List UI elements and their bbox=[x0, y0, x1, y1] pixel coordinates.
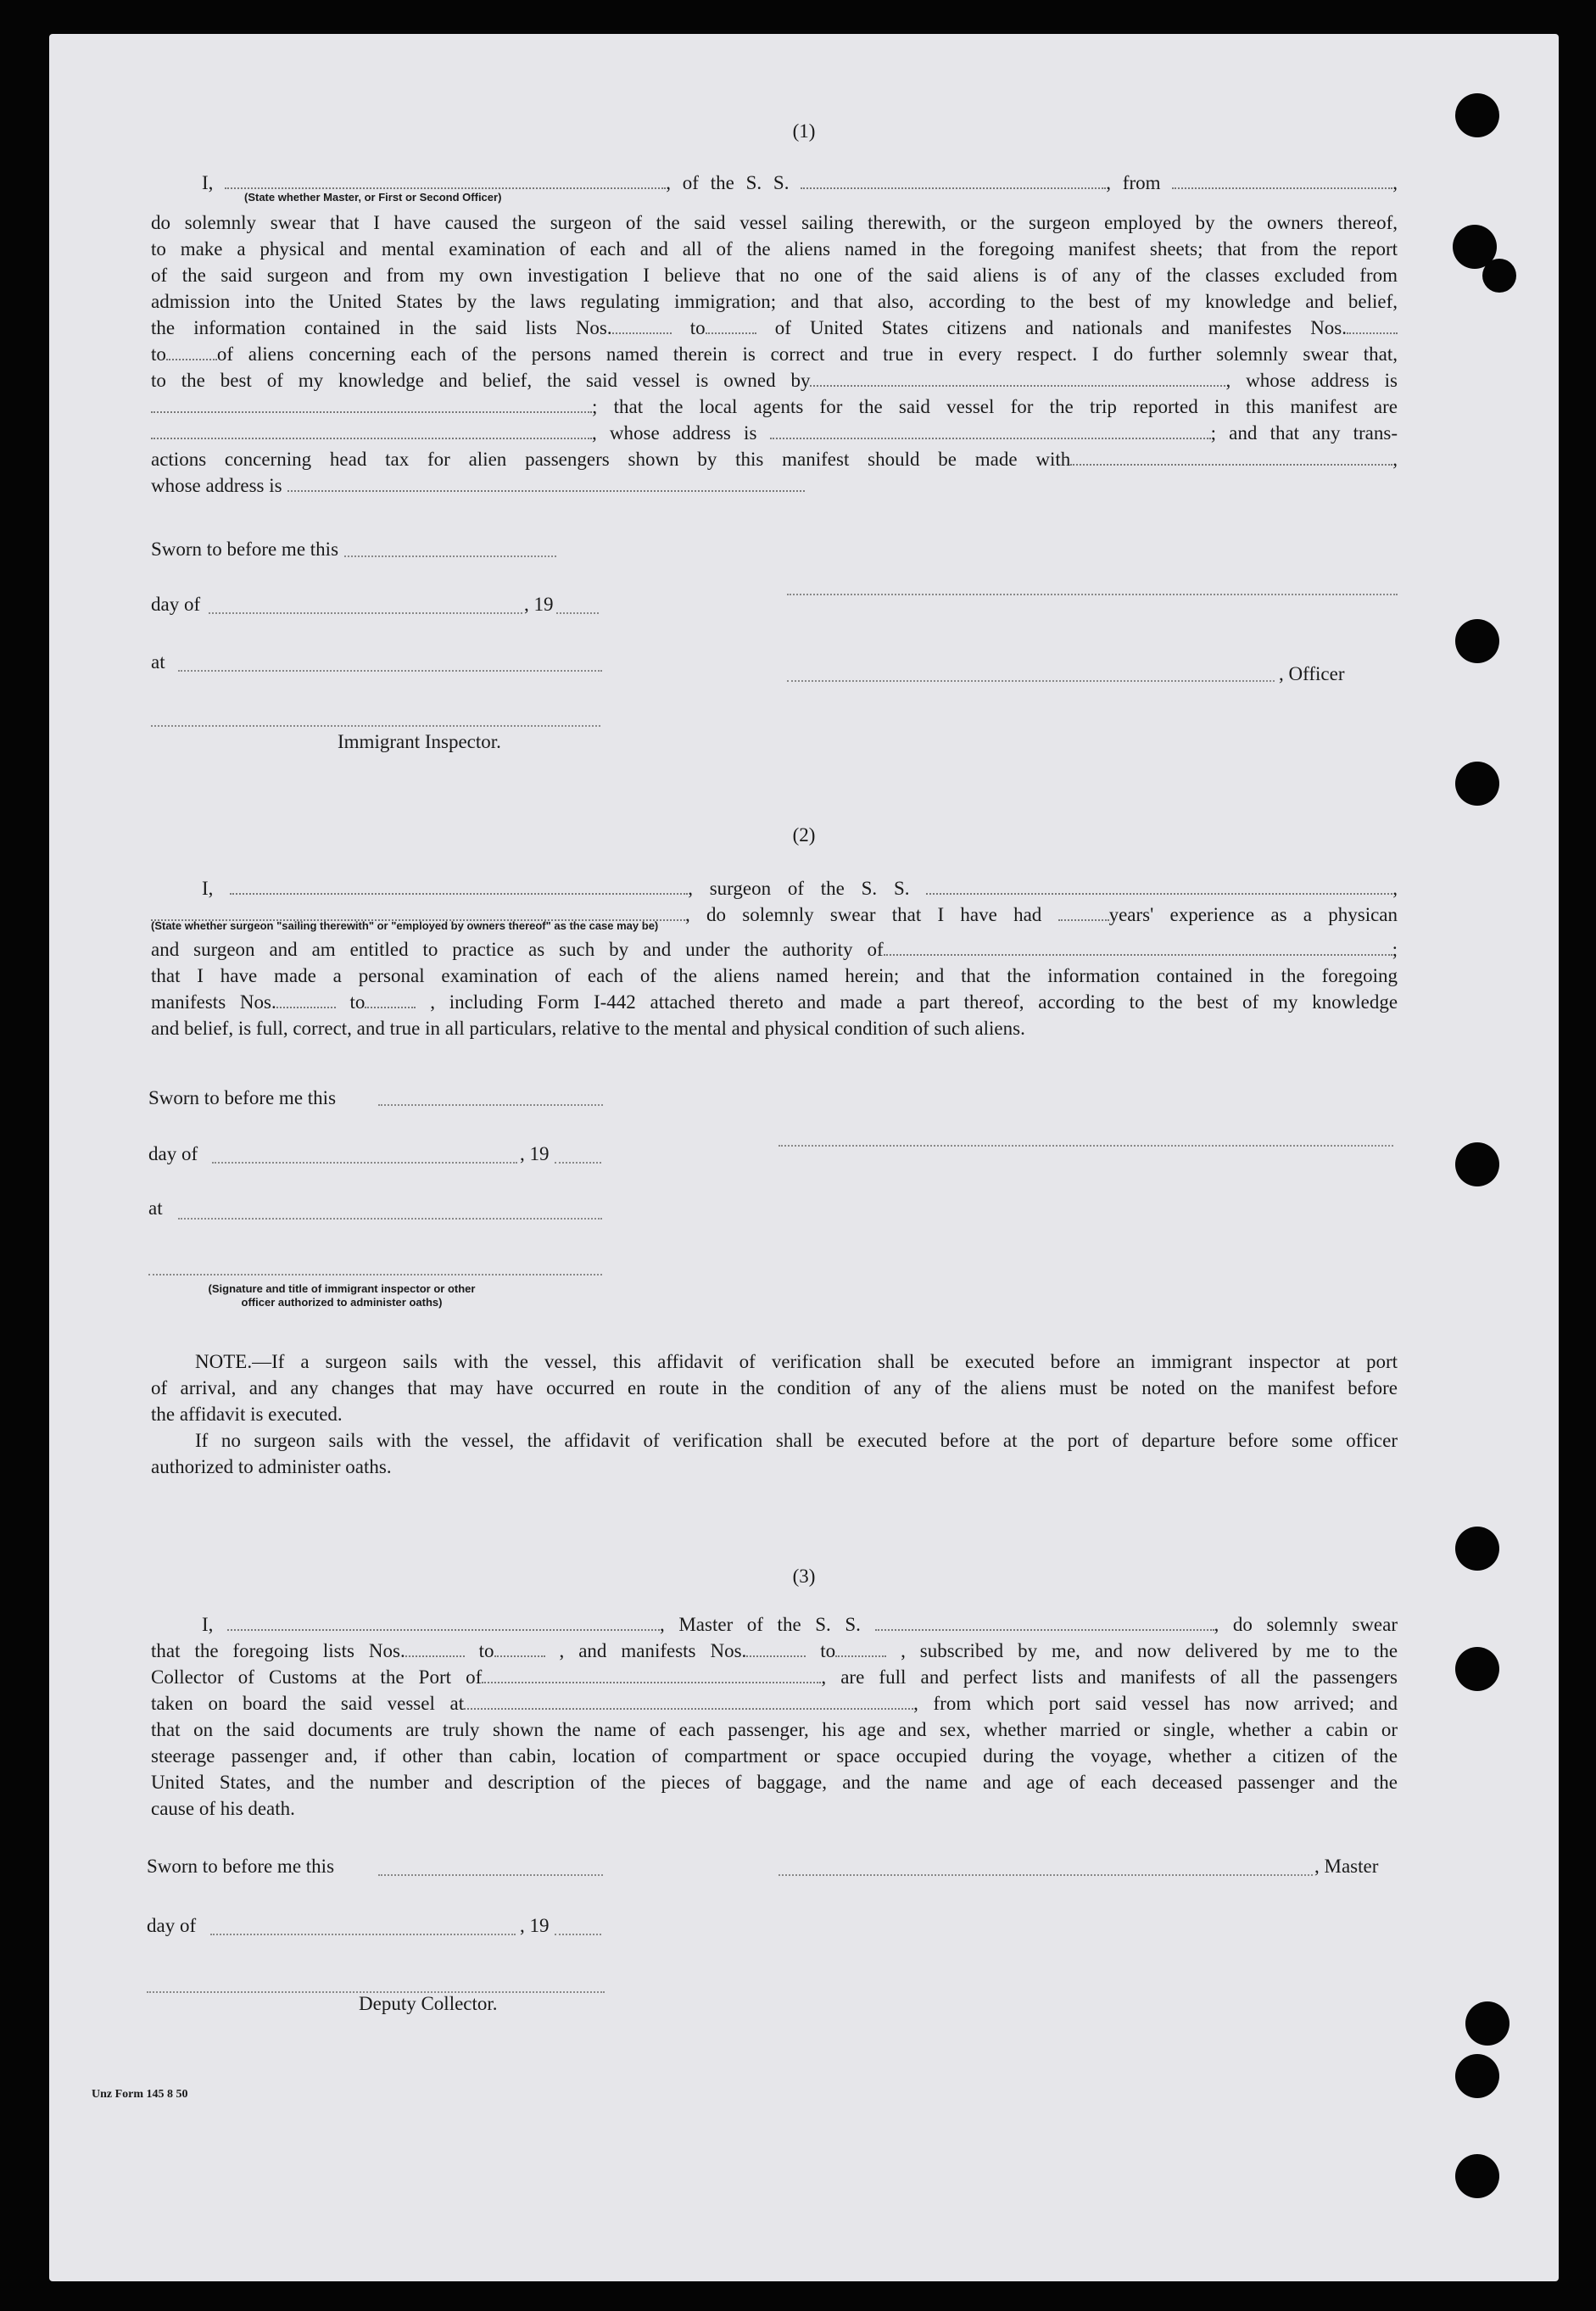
section-3-text bbox=[151, 1611, 1398, 1822]
form-line: and belief, is full, correct, and true in all particulars, relative to the mental and physical condition of such aliens. bbox=[151, 1018, 1025, 1039]
punch-hole bbox=[1455, 1527, 1499, 1571]
section-number: (2) bbox=[792, 824, 816, 846]
punch-hole bbox=[1455, 1142, 1499, 1186]
signature-line bbox=[556, 612, 599, 614]
year-label: , 19 bbox=[520, 1915, 550, 1936]
form-line: United States, and the number and description of the pieces of baggage, and the name and age of each deceased passenger and the bbox=[151, 1772, 1398, 1793]
collector-label: Deputy Collector. bbox=[359, 1993, 498, 2014]
day-of-label: day of bbox=[148, 1143, 198, 1164]
section-1-text bbox=[151, 170, 1398, 499]
form-line: actions concerning head tax for alien passengers shown by this manifest should be made with , bbox=[151, 449, 1398, 470]
punch-hole bbox=[1455, 619, 1499, 663]
inspector-label: Immigrant Inspector. bbox=[338, 731, 501, 752]
form-line: admission into the United States by the laws regulating immigration; and that also, according to the best of my knowledge and belief, bbox=[151, 291, 1398, 312]
form-line: of the said surgeon and from my own investigation I believe that no one of the said aliens is of any of the classes excluded from bbox=[151, 265, 1398, 286]
signature-line bbox=[787, 680, 1275, 682]
signature-line bbox=[378, 1874, 603, 1876]
form-line: the information contained in the said lists Nos. to of United States citizens and nationals and manifestes Nos. bbox=[151, 315, 1398, 341]
form-line: I, , of the S. S. , from , bbox=[202, 172, 1398, 193]
form-line: , do solemnly swear that I have had years' experience as a physican bbox=[151, 902, 1398, 928]
form-line: taken on board the said vessel at , from which port said vessel has now arrived; and bbox=[151, 1693, 1398, 1714]
form-line: I, , Master of the S. S. , do solemnly swear bbox=[202, 1614, 1398, 1635]
signature-line bbox=[778, 1874, 1313, 1876]
form-line: and surgeon and am entitled to practice as such by and under the authority of ; bbox=[151, 939, 1398, 960]
signature-caption: (Signature and title of immigrant inspector or other officer authorized to administer oaths) bbox=[208, 1282, 476, 1309]
caption: (State whether surgeon "sailing therewith" or "employed by owners thereof" as the case may be) bbox=[151, 919, 659, 932]
punch-hole bbox=[1455, 2054, 1499, 2098]
sworn-label: Sworn to before me this bbox=[151, 539, 339, 560]
section-number: (1) bbox=[792, 120, 816, 142]
signature-line bbox=[778, 1145, 1393, 1147]
punch-hole bbox=[1482, 259, 1516, 293]
signature-line bbox=[378, 1104, 603, 1106]
signature-line bbox=[787, 594, 1398, 595]
form-line: I, , surgeon of the S. S. , bbox=[202, 878, 1398, 899]
form-line: manifests Nos. to , including Form I-442 attached thereto and made a part thereof, according to the best of my knowledge bbox=[151, 991, 1398, 1013]
signature-line bbox=[555, 1162, 601, 1164]
form-line: that I have made a personal examination of each of the aliens named herein; and that the information contained in the foregoing bbox=[151, 965, 1398, 986]
sworn-label: Sworn to before me this bbox=[147, 1856, 335, 1877]
form-page bbox=[49, 34, 1559, 2281]
note-line: If no surgeon sails with the vessel, the affidavit of verification shall be executed before at the port of departure before some officer bbox=[195, 1430, 1398, 1451]
day-of-label: day of bbox=[151, 594, 201, 615]
signature-line bbox=[178, 670, 602, 672]
note-text bbox=[151, 1348, 1398, 1480]
signature-line bbox=[209, 612, 522, 614]
signature-line bbox=[555, 1934, 601, 1935]
at-label: at bbox=[151, 651, 165, 673]
form-line: cause of his death. bbox=[151, 1798, 295, 1819]
note-line: the affidavit is executed. bbox=[151, 1404, 343, 1425]
note-line: of arrival, and any changes that may have occurred en route in the condition of any of the aliens must be noted on the manifest before bbox=[151, 1377, 1398, 1398]
sworn-label: Sworn to before me this bbox=[148, 1087, 337, 1108]
section-2-text bbox=[151, 875, 1398, 1041]
day-of-label: day of bbox=[147, 1915, 197, 1936]
form-line: Collector of Customs at the Port of , are full and perfect lists and manifests of all the passengers bbox=[151, 1666, 1398, 1688]
note-line: authorized to administer oaths. bbox=[151, 1456, 392, 1477]
form-line: do solemnly swear that I have caused the surgeon of the said vessel sailing therewith, or the surgeon employed by the owners thereof, bbox=[151, 212, 1398, 233]
form-line: whose address is bbox=[151, 472, 1398, 499]
master-label: , Master bbox=[1314, 1856, 1379, 1877]
form-line: that on the said documents are truly shown the name of each passenger, his age and sex, whether married or single, whether a cabin or bbox=[151, 1719, 1398, 1740]
signature-line bbox=[212, 1162, 517, 1164]
form-line: that the foregoing lists Nos. to , and manifests Nos. to , subscribed by me, and now delivered by me to the bbox=[151, 1640, 1398, 1661]
form-line: ; that the local agents for the said vessel for the trip reported in this manifest are bbox=[151, 394, 1398, 420]
note-line: NOTE.—If a surgeon sails with the vessel, this affidavit of verification shall be executed before an immigrant inspector at port bbox=[195, 1351, 1398, 1372]
year-label: , 19 bbox=[524, 594, 554, 615]
year-label: , 19 bbox=[520, 1143, 550, 1164]
signature-line bbox=[148, 1274, 602, 1276]
form-line: , whose address is ; and that any trans- bbox=[151, 420, 1398, 446]
section-number: (3) bbox=[792, 1566, 816, 1587]
form-line: to make a physical and mental examination of each and all of the aliens named in the foregoing manifest sheets; that from the report bbox=[151, 238, 1398, 260]
punch-hole bbox=[1455, 2154, 1499, 2198]
punch-hole bbox=[1455, 762, 1499, 806]
signature-line bbox=[344, 555, 556, 557]
form-line: steerage passenger and, if other than cabin, location of compartment or space occupied during the voyage, whether a citizen of the bbox=[151, 1745, 1398, 1767]
officer-label: , Officer bbox=[1279, 663, 1345, 684]
signature-line bbox=[178, 1218, 602, 1220]
at-label: at bbox=[148, 1197, 163, 1219]
signature-line bbox=[210, 1934, 516, 1935]
form-number: Unz Form 145 8 50 bbox=[92, 2088, 188, 2101]
caption: (State whether Master, or First or Second Officer) bbox=[244, 191, 502, 204]
signature-line bbox=[151, 725, 600, 727]
punch-hole bbox=[1465, 2001, 1510, 2046]
punch-hole bbox=[1455, 1647, 1499, 1691]
form-line: to the best of my knowledge and belief, the said vessel is owned by , whose address is bbox=[151, 370, 1398, 391]
form-line: to of aliens concerning each of the persons named therein is correct and true in every respect. I do further solemnly swear that, bbox=[151, 343, 1398, 365]
